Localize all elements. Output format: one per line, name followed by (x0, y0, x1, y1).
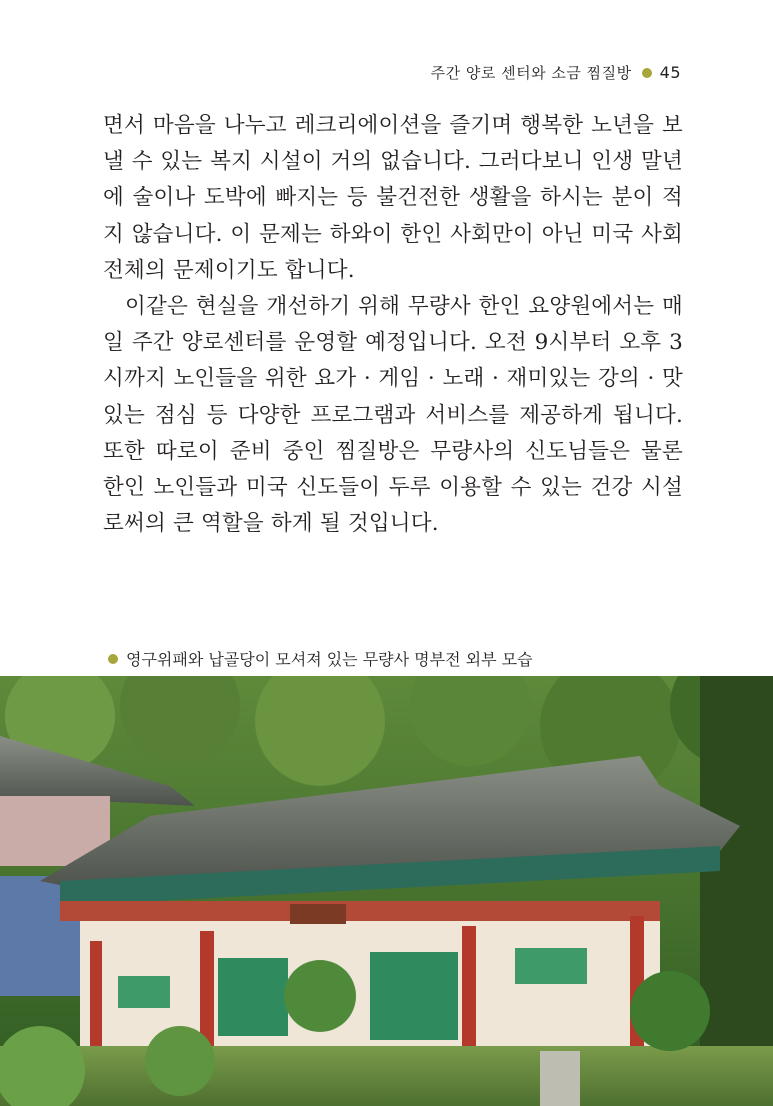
page-number: 45 (659, 63, 681, 82)
running-title: 주간 양로 센터와 소금 찜질방 (430, 64, 632, 82)
body-text (103, 108, 683, 542)
temple-photo-illustration (0, 676, 773, 1106)
caption-text: 영구위패와 납골당이 모셔져 있는 무량사 명부전 외부 모습 (126, 650, 533, 669)
paragraph: 이같은 현실을 개선하기 위해 무량사 한인 요양원에서는 매일 주간 양로센터를 운영할 예정입니다. 오전 9시부터 오후 3시까지 노인들을 위한 요가 · 게임 · 노래 · 재미있는 강의 · 맛있는 점심 등 다양한 프로그램과 서비스를 제공하게 됩니다. 또한 따로이 준비 중인 찜질방은 무량사의 신도님들은 물론 한인 노인들과 미국 신도들이 두루 이용할 수 있는 건강 시설로써의 큰 역할을 하게 될 것입니다. (103, 294, 683, 537)
running-head (431, 62, 681, 83)
bullet-dot-icon (642, 68, 652, 78)
temple-hall-photo (0, 676, 773, 1106)
bullet-dot-icon (108, 654, 118, 664)
figure-caption (108, 647, 533, 670)
paragraph: 면서 마음을 나누고 레크리에이션을 즐기며 행복한 노년을 보낼 수 있는 복지 시설이 거의 없습니다. 그러다보니 인생 말년에 술이나 도박에 빠지는 등 불건전한 생활을 하시는 분이 적지 않습니다. 이 문제는 하와이 한인 사회만이 아닌 미국 사회 전체의 문제이기도 합니다. (103, 113, 683, 283)
